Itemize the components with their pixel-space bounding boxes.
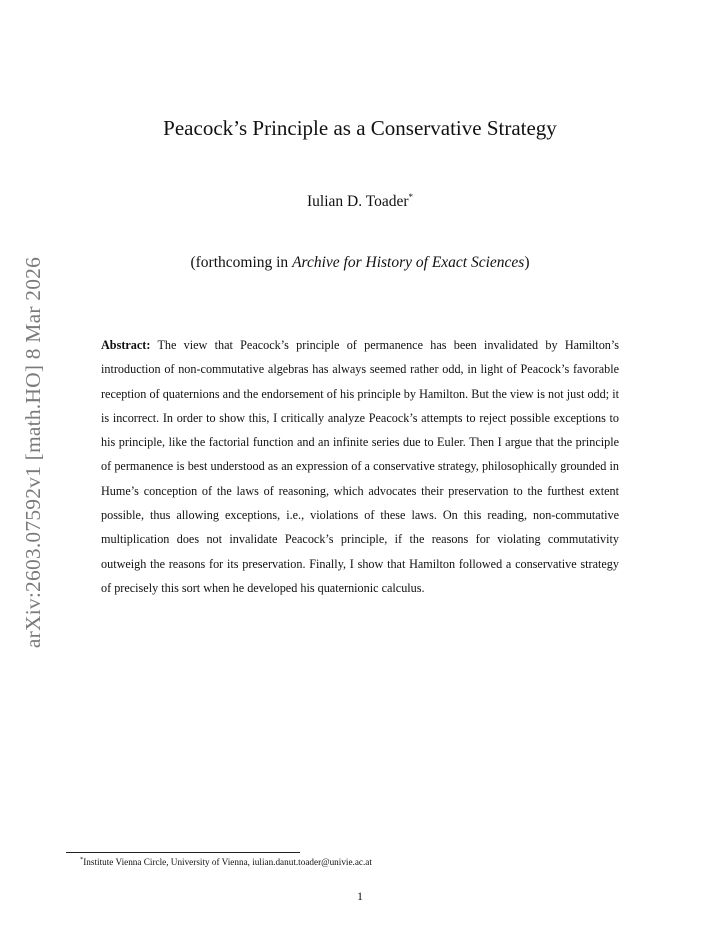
paper-title: Peacock’s Principle as a Conservative Strategy [163,116,557,140]
author-name: Iulian D. Toader [307,193,409,211]
author-footnote-mark: * [408,192,413,202]
author-line [100,192,620,211]
abstract [101,333,619,600]
footnote-text: Institute Vienna Circle, University of Vienna, iulian.danut.toader@univie.ac.at [83,857,372,868]
abstract-text: The view that Peacock’s principle of permanence has been invalidated by Hamilton’s introduction of non-commutative algebras has always seemed rather odd, in light of Peacock’s favorable reception of quaternions and the endorsement of his principle by Hamilton. But the view is not just odd; it is incorrect. In order to show this, I critically analyze Peacock’s attempts to reject possible exceptions to his principle, like the factorial function and an infinite series due to Euler. Then I argue that the principle of permanence is best understood as an expression of a conservative strategy, philosophically grounded in Hume’s conception of the laws of reasoning, which advocates their preservation to the furthest extent possible, thus allowing exceptions, i.e., violations of these laws. On this reading, non-commutative multiplication does not invalidate Peacock’s principle, if the reasons for violating commutativity outweigh the reasons for its preservation. Finally, I show that Hamilton followed a conservative strategy of precisely this sort when he developed his quaternionic calculus. [101,338,620,595]
arxiv-identifier: arXiv:2603.07592v1 [math.HO] 8 Mar 2026 [21,256,46,648]
publication-note-prefix: (forthcoming in [190,254,293,271]
journal-name: Archive for History of Exact Sciences [292,254,525,271]
footnote-divider [66,852,300,853]
page-number: 1 [357,889,363,903]
footnote [80,856,372,867]
publication-note [100,254,620,272]
publication-note-suffix: ) [524,254,530,271]
footnote-mark: * [80,856,84,863]
abstract-label: Abstract: [101,338,151,352]
arxiv-watermark [14,248,54,656]
